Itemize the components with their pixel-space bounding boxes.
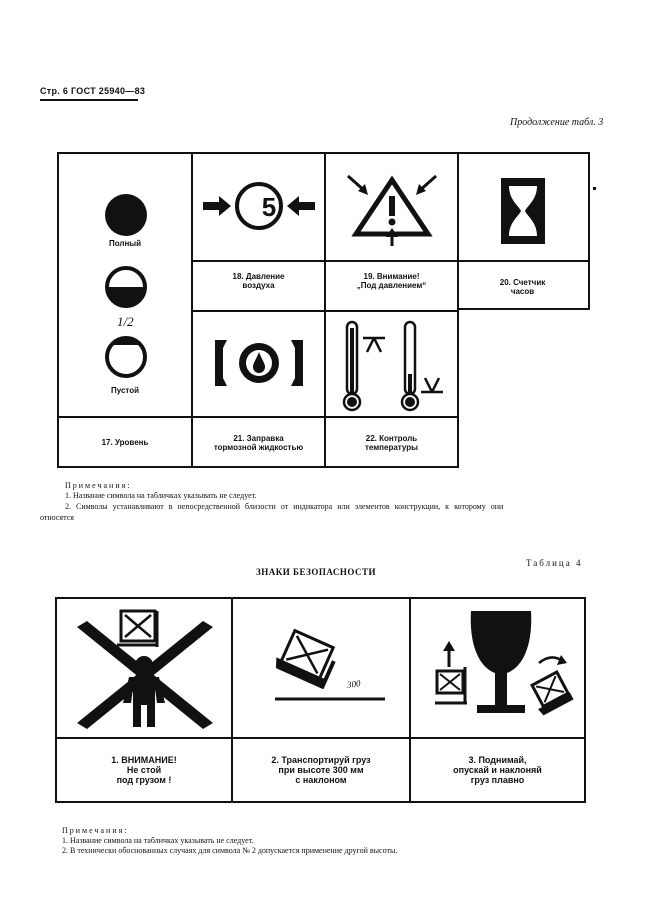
grid-line bbox=[193, 310, 457, 312]
level-half-icon bbox=[103, 264, 149, 310]
table-4 bbox=[55, 597, 586, 803]
continuation-label: Продолжение табл. 3 bbox=[510, 117, 604, 128]
notes-1-title: Примечания: bbox=[65, 481, 132, 490]
grid-line bbox=[59, 416, 457, 418]
page-header: Стр. 6 ГОСТ 25940—83 bbox=[40, 86, 146, 96]
do-not-stand-under-load-icon bbox=[71, 607, 219, 729]
brake-fluid-icon bbox=[213, 338, 305, 388]
caption-hour-counter: 20. Счетчик часов bbox=[499, 278, 546, 296]
icon-height-label: 300 bbox=[346, 678, 362, 690]
transport-tilted-icon bbox=[257, 619, 387, 709]
grid-line bbox=[193, 260, 457, 262]
notes-2-item: 2. В технически обоснованных случаях для символа № 2 допускается применение другой высоты. bbox=[62, 846, 398, 855]
header-rule bbox=[40, 99, 138, 101]
grid-line bbox=[457, 260, 588, 262]
caption-sign-2: 2. Транспортируй груз при высоте 300 мм с наклоном bbox=[271, 755, 371, 785]
caption-sign-3: 3. Поднимай, опускай и наклоняй груз плавно bbox=[453, 755, 542, 785]
level-empty-icon bbox=[103, 334, 149, 380]
caption-brake-fluid: 21. Заправка тормозной жидкостью bbox=[213, 434, 304, 452]
level-full-icon bbox=[103, 192, 149, 238]
table-4-title: ЗНАКИ БЕЗОПАСНОСТИ bbox=[256, 567, 377, 577]
notes-2-item: 1. Название символа на табличках указывать не следует. bbox=[62, 836, 254, 845]
caption-air-pressure: 18. Давление воздуха bbox=[232, 272, 285, 290]
level-empty-label: Пустой bbox=[110, 386, 140, 395]
table-3-extension bbox=[457, 152, 590, 310]
notes-1-item: 2. Символы устанавливают в непосредственной близости от индикатора или элементов конструкции, к которому они bbox=[65, 502, 504, 511]
hour-counter-icon bbox=[499, 176, 547, 246]
speck bbox=[593, 187, 596, 190]
level-half-label: 1/2 bbox=[117, 314, 134, 329]
handle-gently-icon bbox=[427, 605, 577, 725]
notes-2-title: Примечания: bbox=[62, 826, 129, 835]
grid-line bbox=[57, 737, 584, 739]
notes-1-item: 1. Название символа на табличках указывать не следует. bbox=[65, 491, 257, 500]
caption-temperature: 22. Контроль температуры bbox=[365, 434, 418, 452]
caption-under-pressure: 19. Внимание! „Под давлением“ bbox=[356, 272, 427, 290]
table-4-label: Таблица 4 bbox=[526, 558, 583, 568]
temperature-control-icon bbox=[337, 318, 455, 414]
air-pressure-number: 5 bbox=[261, 192, 277, 222]
table-3 bbox=[57, 152, 459, 468]
notes-1-item: относятся bbox=[40, 513, 74, 522]
under-pressure-warning-icon bbox=[344, 170, 440, 246]
caption-sign-1: 1. ВНИМАНИЕ! Не стой под грузом ! bbox=[111, 755, 177, 785]
level-full-label: Полный bbox=[108, 239, 142, 248]
caption-level: 17. Уровень bbox=[101, 438, 149, 447]
